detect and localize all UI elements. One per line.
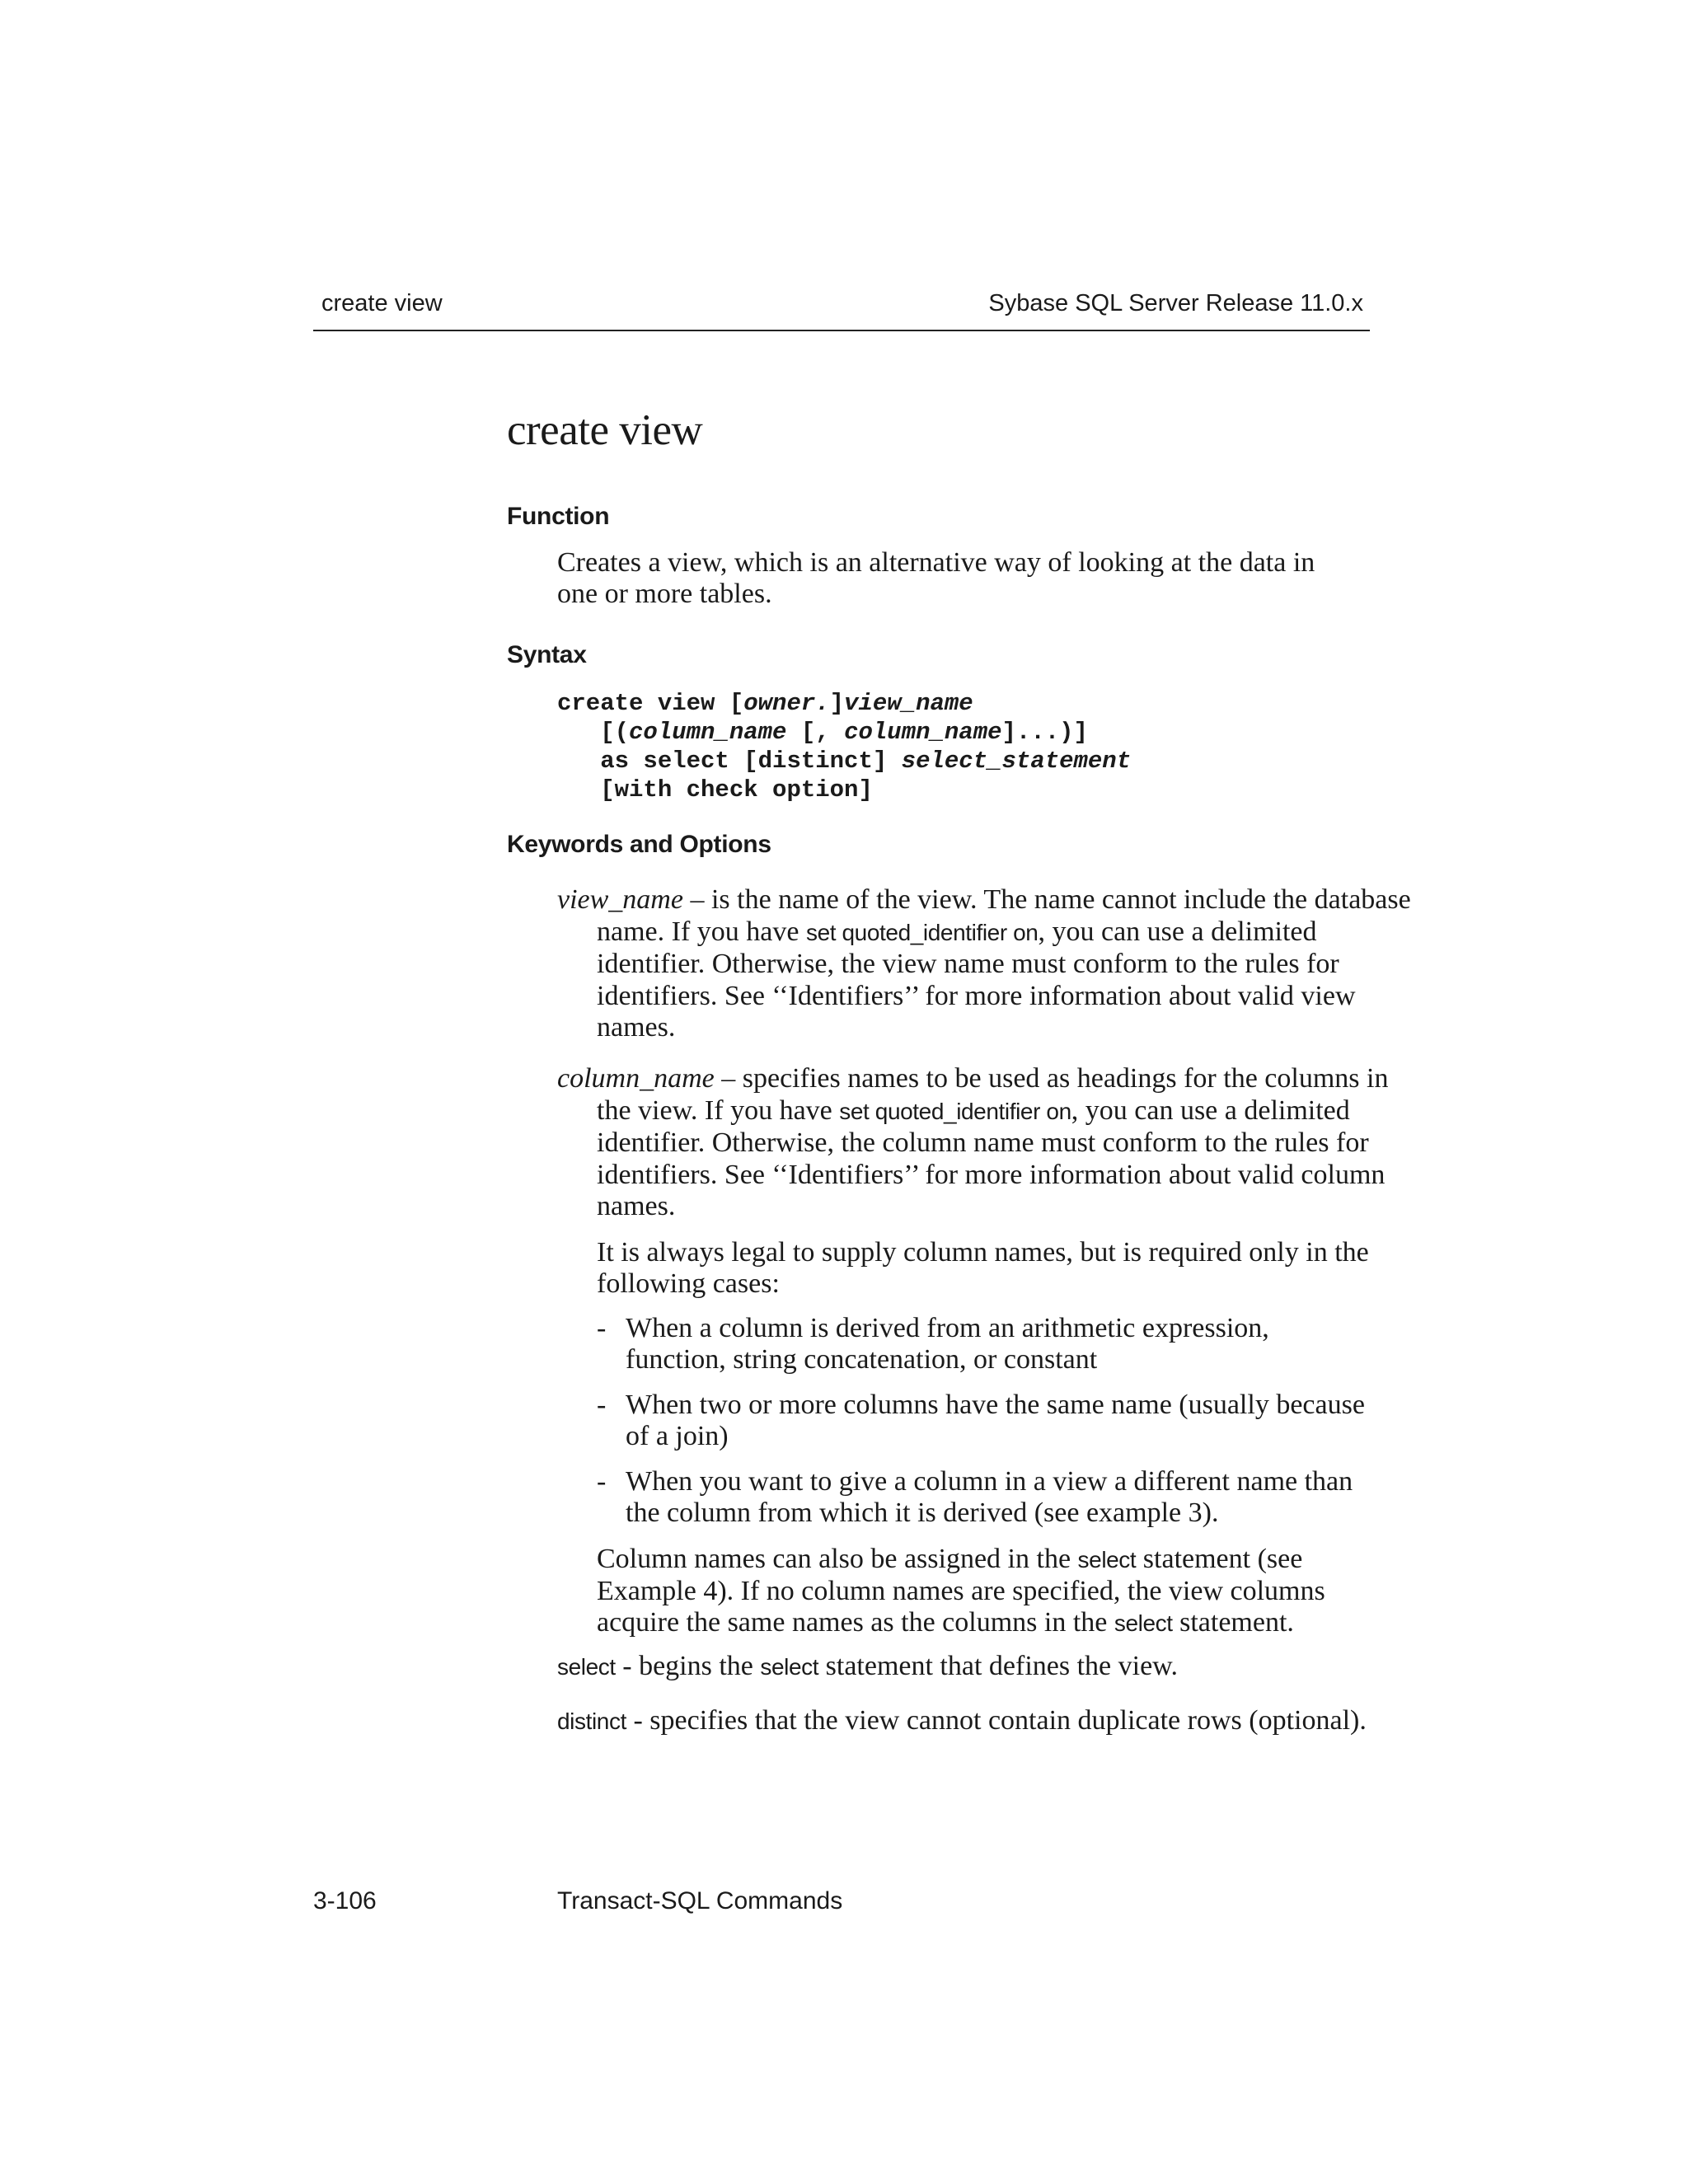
footer-section: Transact-SQL Commands <box>557 1887 843 1915</box>
syntax-line: [with check option] <box>557 776 873 804</box>
quoted-identifier-keyword: set quoted_identifier on <box>805 919 1039 945</box>
syntax-line: as select [distinct] select_statement <box>557 748 1132 775</box>
select-keyword: select <box>557 1654 616 1680</box>
syntax-line: [(column_name [, column_name]...)] <box>557 719 1088 746</box>
syntax-heading: Syntax <box>507 641 587 668</box>
view-name-term: view_name <box>557 884 683 915</box>
page-number: 3-106 <box>313 1887 377 1915</box>
page-title: create view <box>507 406 703 454</box>
quoted-identifier-keyword: set quoted_identifier on <box>839 1098 1071 1124</box>
syntax-line: create view [owner.]view_name <box>557 690 973 717</box>
column-names-assigned-text: Column names can also be assigned in the select statement (see Example 4). If no column names are specified, the view columns acquire the same names as the columns in the select statement. <box>597 1544 1325 1638</box>
column-name-term: column_name <box>557 1063 715 1094</box>
legal-column-names-text: It is always legal to supply column names, but is required only in the following cases: <box>597 1237 1369 1299</box>
select-entry: select - begins the select statement that defines the view. <box>557 1651 1179 1681</box>
column-name-entry: column_name – specifies names to be used as headings for the columns in the view. If you have set quoted_identifier on, you can use a delimited identifier. Otherwise, the column name must conform to the rules for identifiers. See ‘‘Identifiers’’ for more information about valid column names. <box>557 1063 1389 1221</box>
header-release: Sybase SQL Server Release 11.0.x <box>988 290 1363 316</box>
list-item: - When two or more columns have the same name (usually because of a join) <box>597 1390 1365 1451</box>
header-rule <box>313 330 1370 331</box>
header-left-title: create view <box>321 290 443 316</box>
syntax-code-block <box>557 689 1131 804</box>
function-heading: Function <box>507 503 610 530</box>
list-item: - When a column is derived from an arithmetic expression, function, string concatenation, or constant <box>597 1313 1269 1375</box>
keywords-heading: Keywords and Options <box>507 831 771 858</box>
running-header <box>313 290 1370 331</box>
function-text: Creates a view, which is an alternative way of looking at the data in one or more tables. <box>557 547 1315 609</box>
distinct-keyword: distinct <box>557 1708 626 1734</box>
distinct-entry: distinct - specifies that the view cannot contain duplicate rows (optional). <box>557 1705 1367 1736</box>
view-name-entry: view_name – is the name of the view. The name cannot include the database name. If you have set quoted_identifier on, you can use a delimited identifier. Otherwise, the view name must conform to the rules for identifiers. See ‘‘Identifiers’’ for more information about valid view names. <box>557 884 1411 1043</box>
list-item: - When you want to give a column in a view a different name than the column from which it is derived (see example 3). <box>597 1466 1353 1528</box>
